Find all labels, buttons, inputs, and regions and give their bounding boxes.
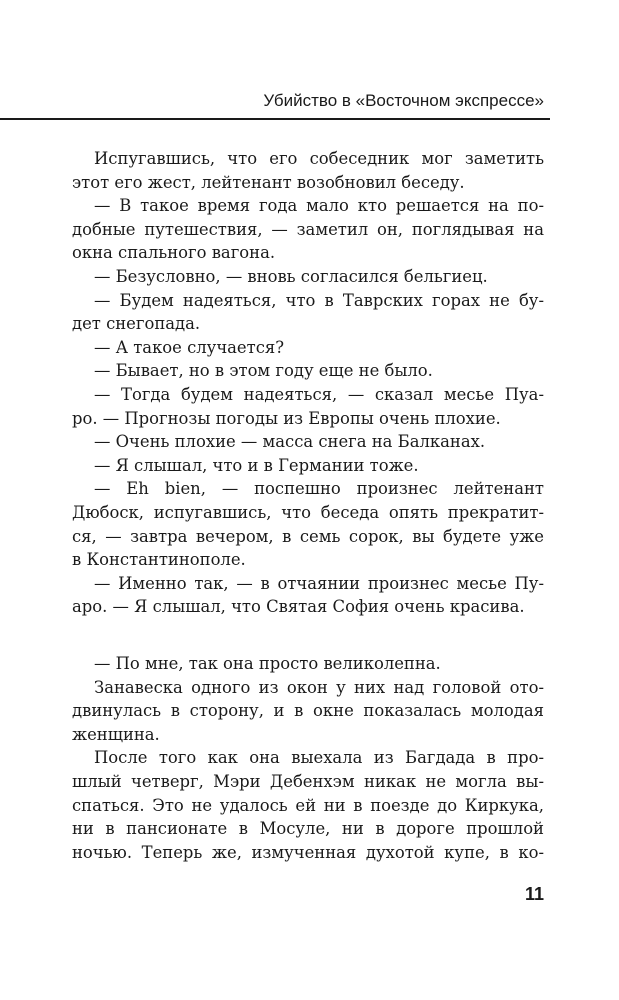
text-line: шлый четверг, Мэри Дебенхэм никак не могла вы-	[72, 771, 544, 791]
text-line: двинулась в сторону, и в окне показалась молодая	[72, 701, 544, 721]
text-line: — Тогда будем надеяться, — сказал месье Пуа-	[94, 384, 544, 404]
text-line: — По мне, так она просто великолепна.	[94, 654, 441, 673]
text-line: в Константинополе.	[72, 550, 246, 570]
text-line: — Безусловно, — вновь согласился бельгиец.	[94, 266, 488, 286]
text-line: После того как она выехала из Багдада в про-	[94, 748, 544, 768]
text-line: этот его жест, лейтенант возобновил беседу.	[72, 172, 465, 192]
text-line: — Именно так, — в отчаянии произнес месье Пу-	[94, 573, 544, 593]
text-line: дет снегопада.	[72, 314, 201, 334]
text-line: окна спального вагона.	[72, 243, 276, 263]
text-line: — Будем надеяться, что в Таврских горах не бу-	[94, 290, 544, 310]
text-line: Испугавшись, что его собеседник мог заметить	[94, 149, 544, 168]
text-line: ни в пансионате в Мосуле, ни в дороге прошлой	[72, 819, 544, 839]
text-line: — В такое время года мало кто решается на по-	[94, 196, 544, 216]
text-line: — А такое случается?	[94, 337, 285, 357]
text-line: ро. — Прогнозы погоды из Европы очень плохие.	[72, 408, 501, 428]
text-line: Занавеска одного из окон у них над головой ото-	[94, 677, 544, 697]
text-line: добные путешествия, — заметил он, поглядывая на	[72, 219, 544, 239]
running-head: Убийство в «Восточном экспрессе»	[263, 91, 544, 110]
text-line: аро. — Я слышал, что Святая София очень красива.	[72, 597, 525, 617]
text-line: — Я слышал, что и в Германии тоже.	[94, 455, 419, 475]
text-line: Дюбоск, испугавшись, что беседа опять прекратит-	[72, 502, 544, 522]
text-block-bottom	[72, 652, 544, 864]
text-line: ночью. Теперь же, измученная духотой купе, в ко-	[72, 842, 544, 862]
text-line: — Бывает, но в этом году еще не было.	[94, 361, 433, 381]
text-line: ся, — завтра вечером, в семь сорок, вы будете уже	[72, 526, 544, 546]
text-line: — Eh bien, — поспешно произнес лейтенант	[94, 479, 544, 499]
text-line: женщина.	[72, 724, 160, 744]
text-block-top	[72, 147, 544, 619]
text-line: спаться. Это не удалось ей ни в поезде до Киркука,	[72, 795, 544, 815]
header-rule	[0, 118, 550, 120]
text-line: — Очень плохие — масса снега на Балканах.	[94, 432, 486, 452]
page-number: 11	[524, 884, 544, 904]
